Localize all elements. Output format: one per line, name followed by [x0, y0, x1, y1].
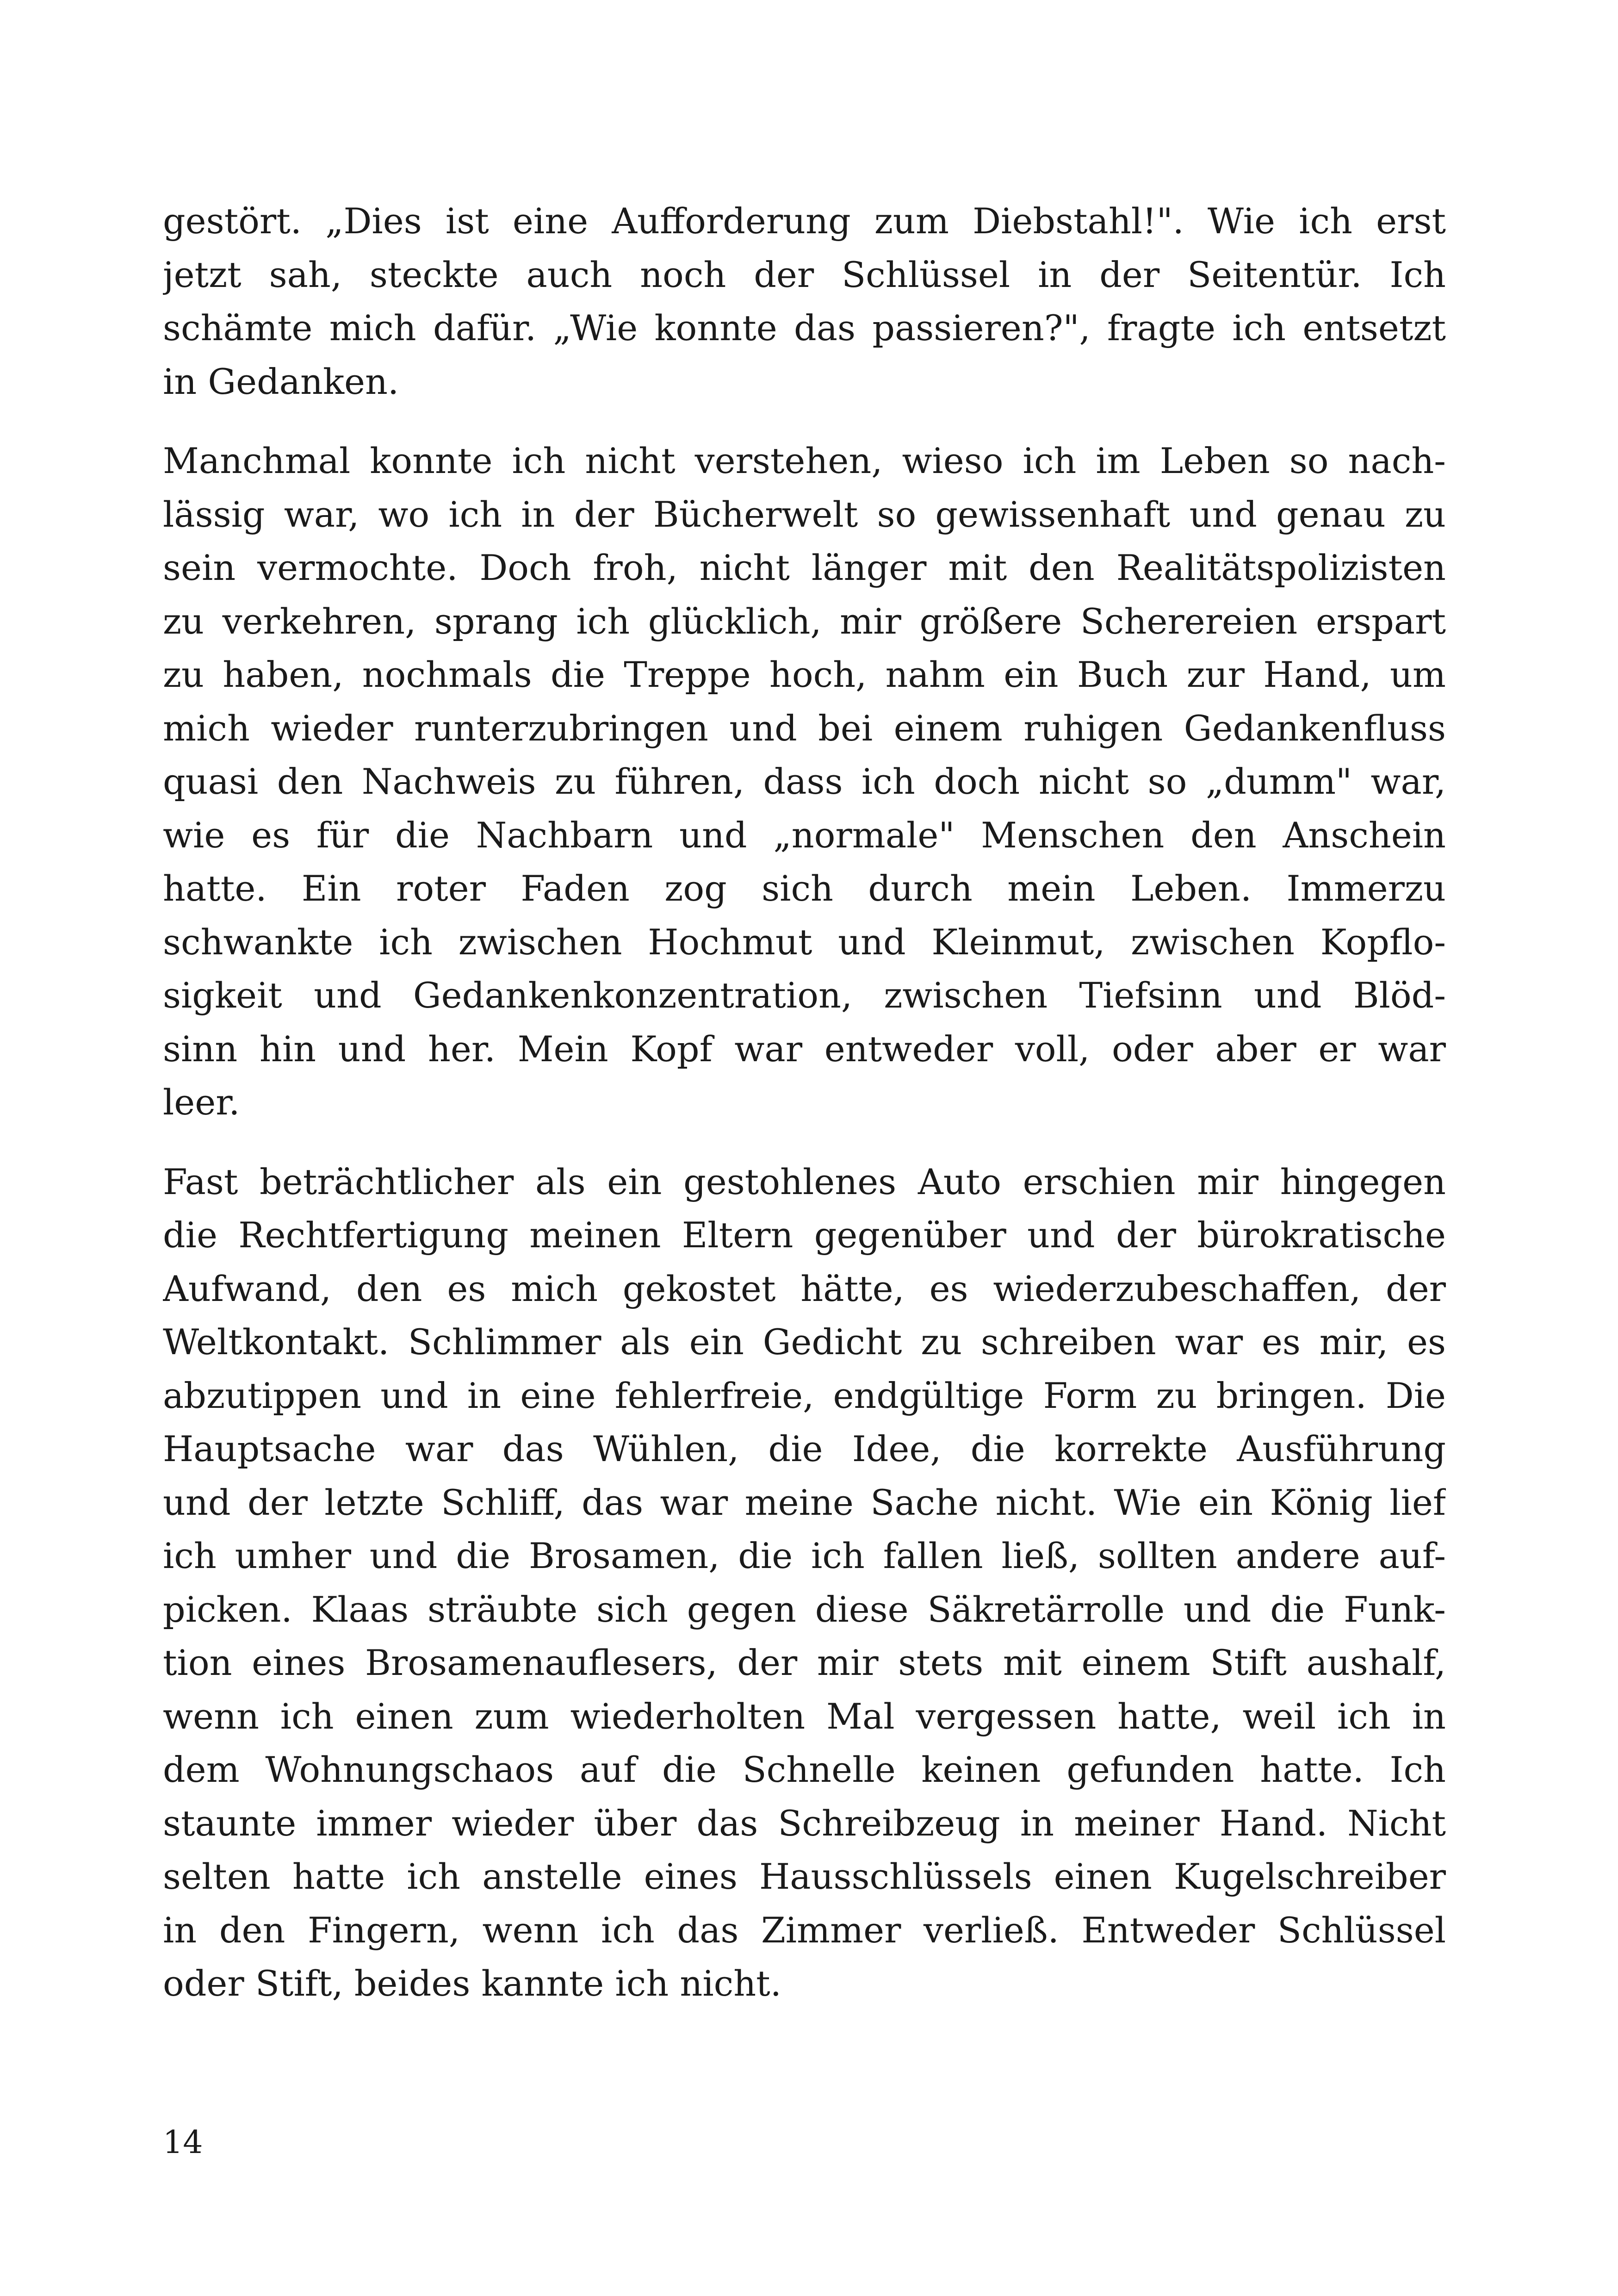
text-line: hatte. Ein roter Faden zog sich durch mein Leben. Immerzu — [163, 868, 1446, 909]
text-line: staunte immer wieder über das Schreibzeug in meiner Hand. Nicht — [163, 1802, 1446, 1844]
text-line: wenn ich einen zum wiederholten Mal vergessen hatte, weil ich in — [163, 1695, 1446, 1737]
text-line: schwankte ich zwischen Hochmut und Kleinmut, zwischen Kopflo- — [163, 921, 1446, 963]
text-line: gestört. „Dies ist eine Aufforderung zum Diebstahl!". Wie ich erst — [163, 200, 1446, 242]
text-line: Hauptsache war das Wühlen, die Idee, die korrekte Ausführung — [163, 1428, 1446, 1469]
text-line: die Rechtfertigung meinen Eltern gegenüber und der bürokratische — [163, 1214, 1446, 1256]
text-line: wie es für die Nachbarn und „normale" Menschen den Anschein — [163, 814, 1446, 856]
text-line: abzutippen und in eine fehlerfreie, endgültige Form zu bringen. Die — [163, 1375, 1446, 1416]
text-line: dem Wohnungschaos auf die Schnelle keinen gefunden hatte. Ich — [163, 1749, 1446, 1790]
body-text — [163, 194, 1446, 2010]
paragraph-3 — [163, 1155, 1446, 2010]
text-line: Manchmal konnte ich nicht verstehen, wieso ich im Leben so nach- — [163, 440, 1446, 481]
text-line: zu haben, nochmals die Treppe hoch, nahm ein Buch zur Hand, um — [163, 654, 1446, 695]
text-line: sinn hin und her. Mein Kopf war entweder voll, oder aber er war — [163, 1028, 1446, 1070]
text-line: picken. Klaas sträubte sich gegen diese Säkretärrolle und die Funk- — [163, 1588, 1446, 1630]
text-line: ich umher und die Brosamen, die ich fallen ließ, sollten andere auf- — [163, 1535, 1446, 1576]
paragraph-2 — [163, 434, 1446, 1129]
text-line: in den Fingern, wenn ich das Zimmer verließ. Entweder Schlüssel — [163, 1909, 1446, 1951]
text-line: lässig war, wo ich in der Bücherwelt so gewissenhaft und genau zu — [163, 493, 1446, 535]
text-line: leer. — [163, 1082, 240, 1123]
text-line: schämte mich dafür. „Wie konnte das passieren?", fragte ich entsetzt — [163, 307, 1446, 348]
text-line: sein vermochte. Doch froh, nicht länger mit den Realitätspolizisten — [163, 547, 1446, 588]
text-line: Fast beträchtlicher als ein gestohlenes Auto erschien mir hingegen — [163, 1161, 1446, 1202]
text-line: und der letzte Schliff, das war meine Sache nicht. Wie ein König lief — [163, 1481, 1446, 1523]
text-line: in Gedanken. — [163, 361, 399, 402]
text-line: Weltkontakt. Schlimmer als ein Gedicht zu schreiben war es mir, es — [163, 1321, 1446, 1363]
text-line: zu verkehren, sprang ich glücklich, mir größere Scherereien erspart — [163, 600, 1446, 642]
text-line: jetzt sah, steckte auch noch der Schlüssel in der Seitentür. Ich — [163, 254, 1446, 295]
text-line: sigkeit und Gedankenkonzentration, zwischen Tiefsinn und Blöd- — [163, 975, 1446, 1016]
paragraph-1 — [163, 194, 1446, 408]
text-line: mich wieder runterzubringen und bei einem ruhigen Gedankenfluss — [163, 707, 1446, 749]
text-line: oder Stift, beides kannte ich nicht. — [163, 1963, 781, 2004]
page-number: 14 — [163, 2124, 203, 2161]
text-line: tion eines Brosamenauflesers, der mir stets mit einem Stift aushalf, — [163, 1642, 1446, 1683]
text-line: Aufwand, den es mich gekostet hätte, es wiederzubeschaffen, der — [163, 1268, 1446, 1309]
text-line: quasi den Nachweis zu führen, dass ich doch nicht so „dumm" war, — [163, 761, 1446, 802]
text-line: selten hatte ich anstelle eines Hausschlüssels einen Kugelschreiber — [163, 1856, 1446, 1897]
